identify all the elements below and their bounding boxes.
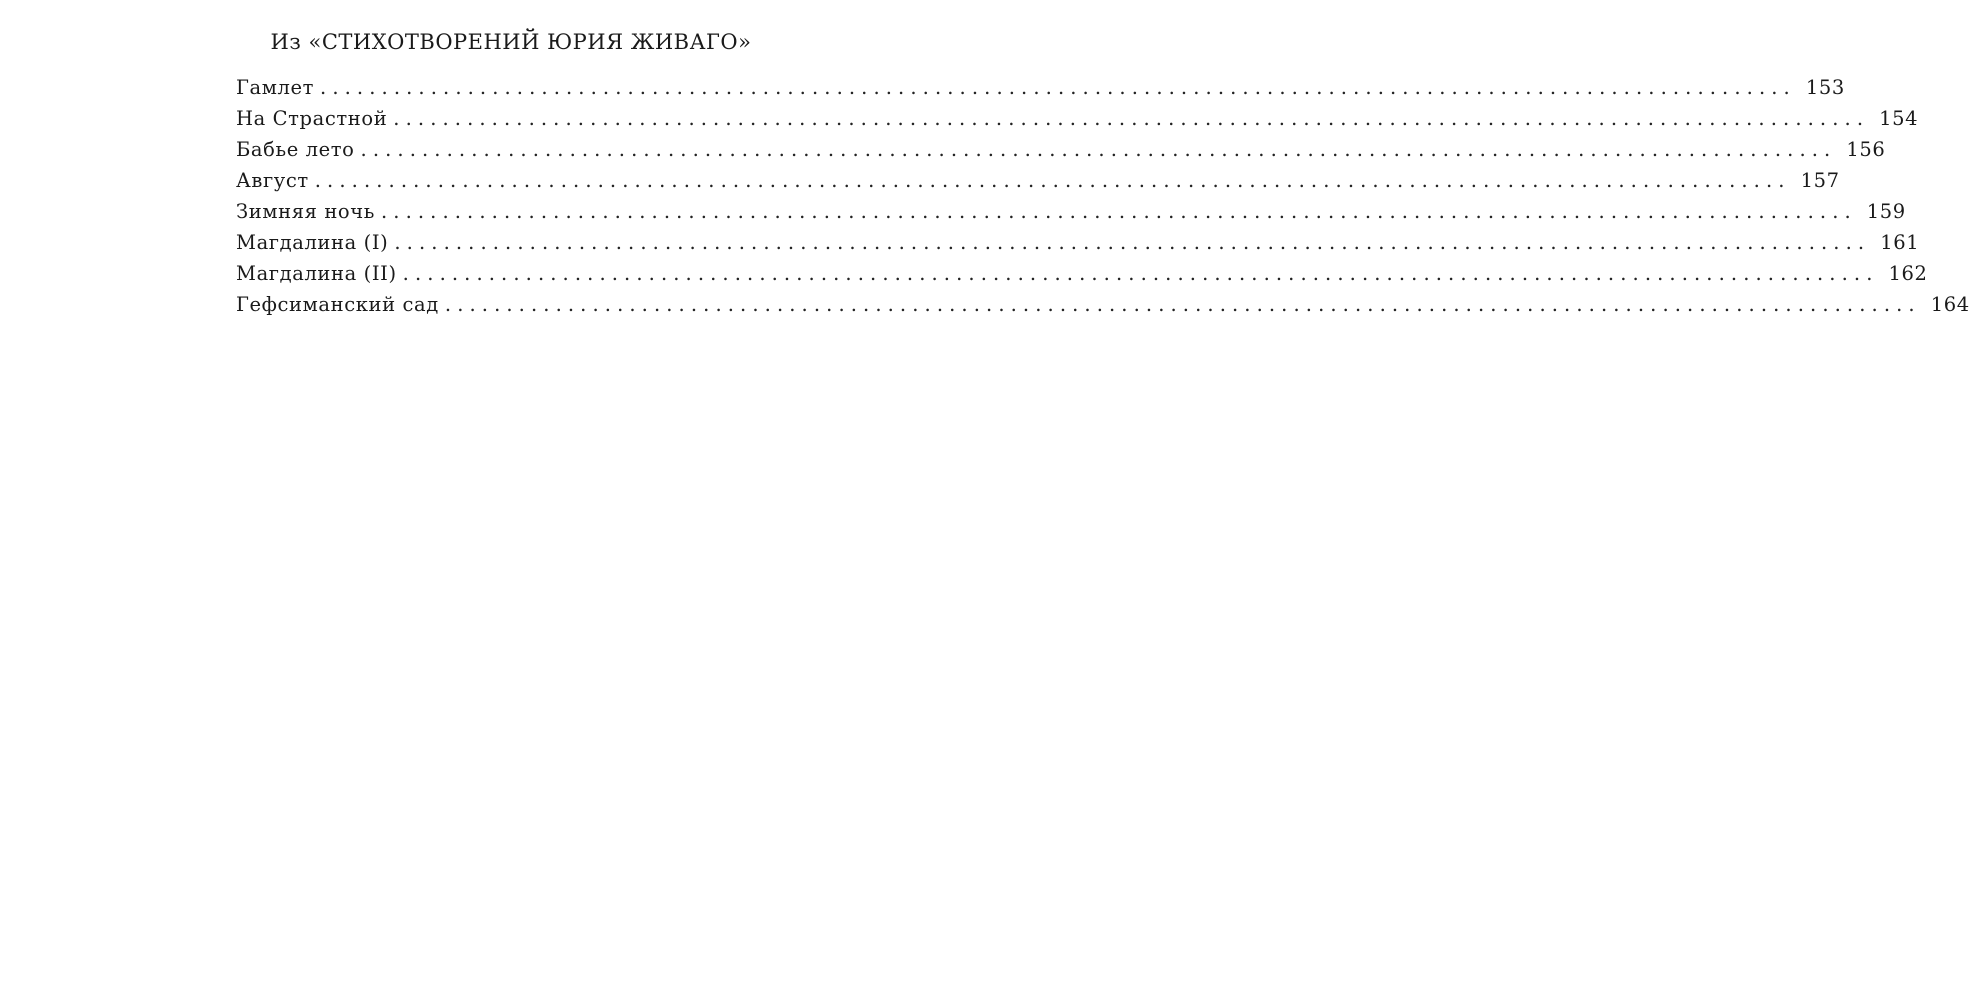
toc-entry [236,107,1919,138]
toc-entry [236,231,1920,262]
entry-title: Гамлет [236,76,315,99]
entry-title: Август [236,169,309,192]
toc-entry [236,138,1886,169]
toc-entry [236,262,1928,293]
entry-page-number: 164 [1930,293,1970,316]
toc-entry [236,200,1906,231]
dot-leader: ........................................................................................................................ [393,107,1870,130]
entry-page-number: 154 [1879,107,1919,130]
toc-entry [236,293,1970,324]
entry-page-number: 157 [1800,169,1840,192]
entry-title: Зимняя ночь [236,200,375,223]
table-of-contents [236,30,1970,324]
entry-page-number: 159 [1866,200,1906,223]
entry-title: На Страстной [236,107,388,130]
entry-title: Магдалина (I) [236,231,389,254]
toc-entry [236,76,1845,107]
entry-title: Магдалина (II) [236,262,397,285]
entry-title: Гефсиманский сад [236,293,439,316]
entry-page-number: 162 [1888,262,1928,285]
dot-leader: ........................................................................................................................ [444,293,1921,316]
toc-entry [236,169,1840,200]
dot-leader: ........................................................................................................................ [380,200,1857,223]
dot-leader: ........................................................................................................................ [314,169,1791,192]
dot-leader: ........................................................................................................................ [402,262,1879,285]
contents-heading: Из «СТИХОТВОРЕНИЙ ЮРИЯ ЖИВАГО» [270,30,752,54]
entry-title: Бабье лето [236,138,355,161]
contents-list [236,76,1970,324]
dot-leader: ........................................................................................................................ [320,76,1796,99]
entry-page-number: 156 [1846,138,1886,161]
entry-page-number: 153 [1805,76,1845,99]
dot-leader: ........................................................................................................................ [394,231,1871,254]
dot-leader: ........................................................................................................................ [360,138,1837,161]
entry-page-number: 161 [1880,231,1920,254]
